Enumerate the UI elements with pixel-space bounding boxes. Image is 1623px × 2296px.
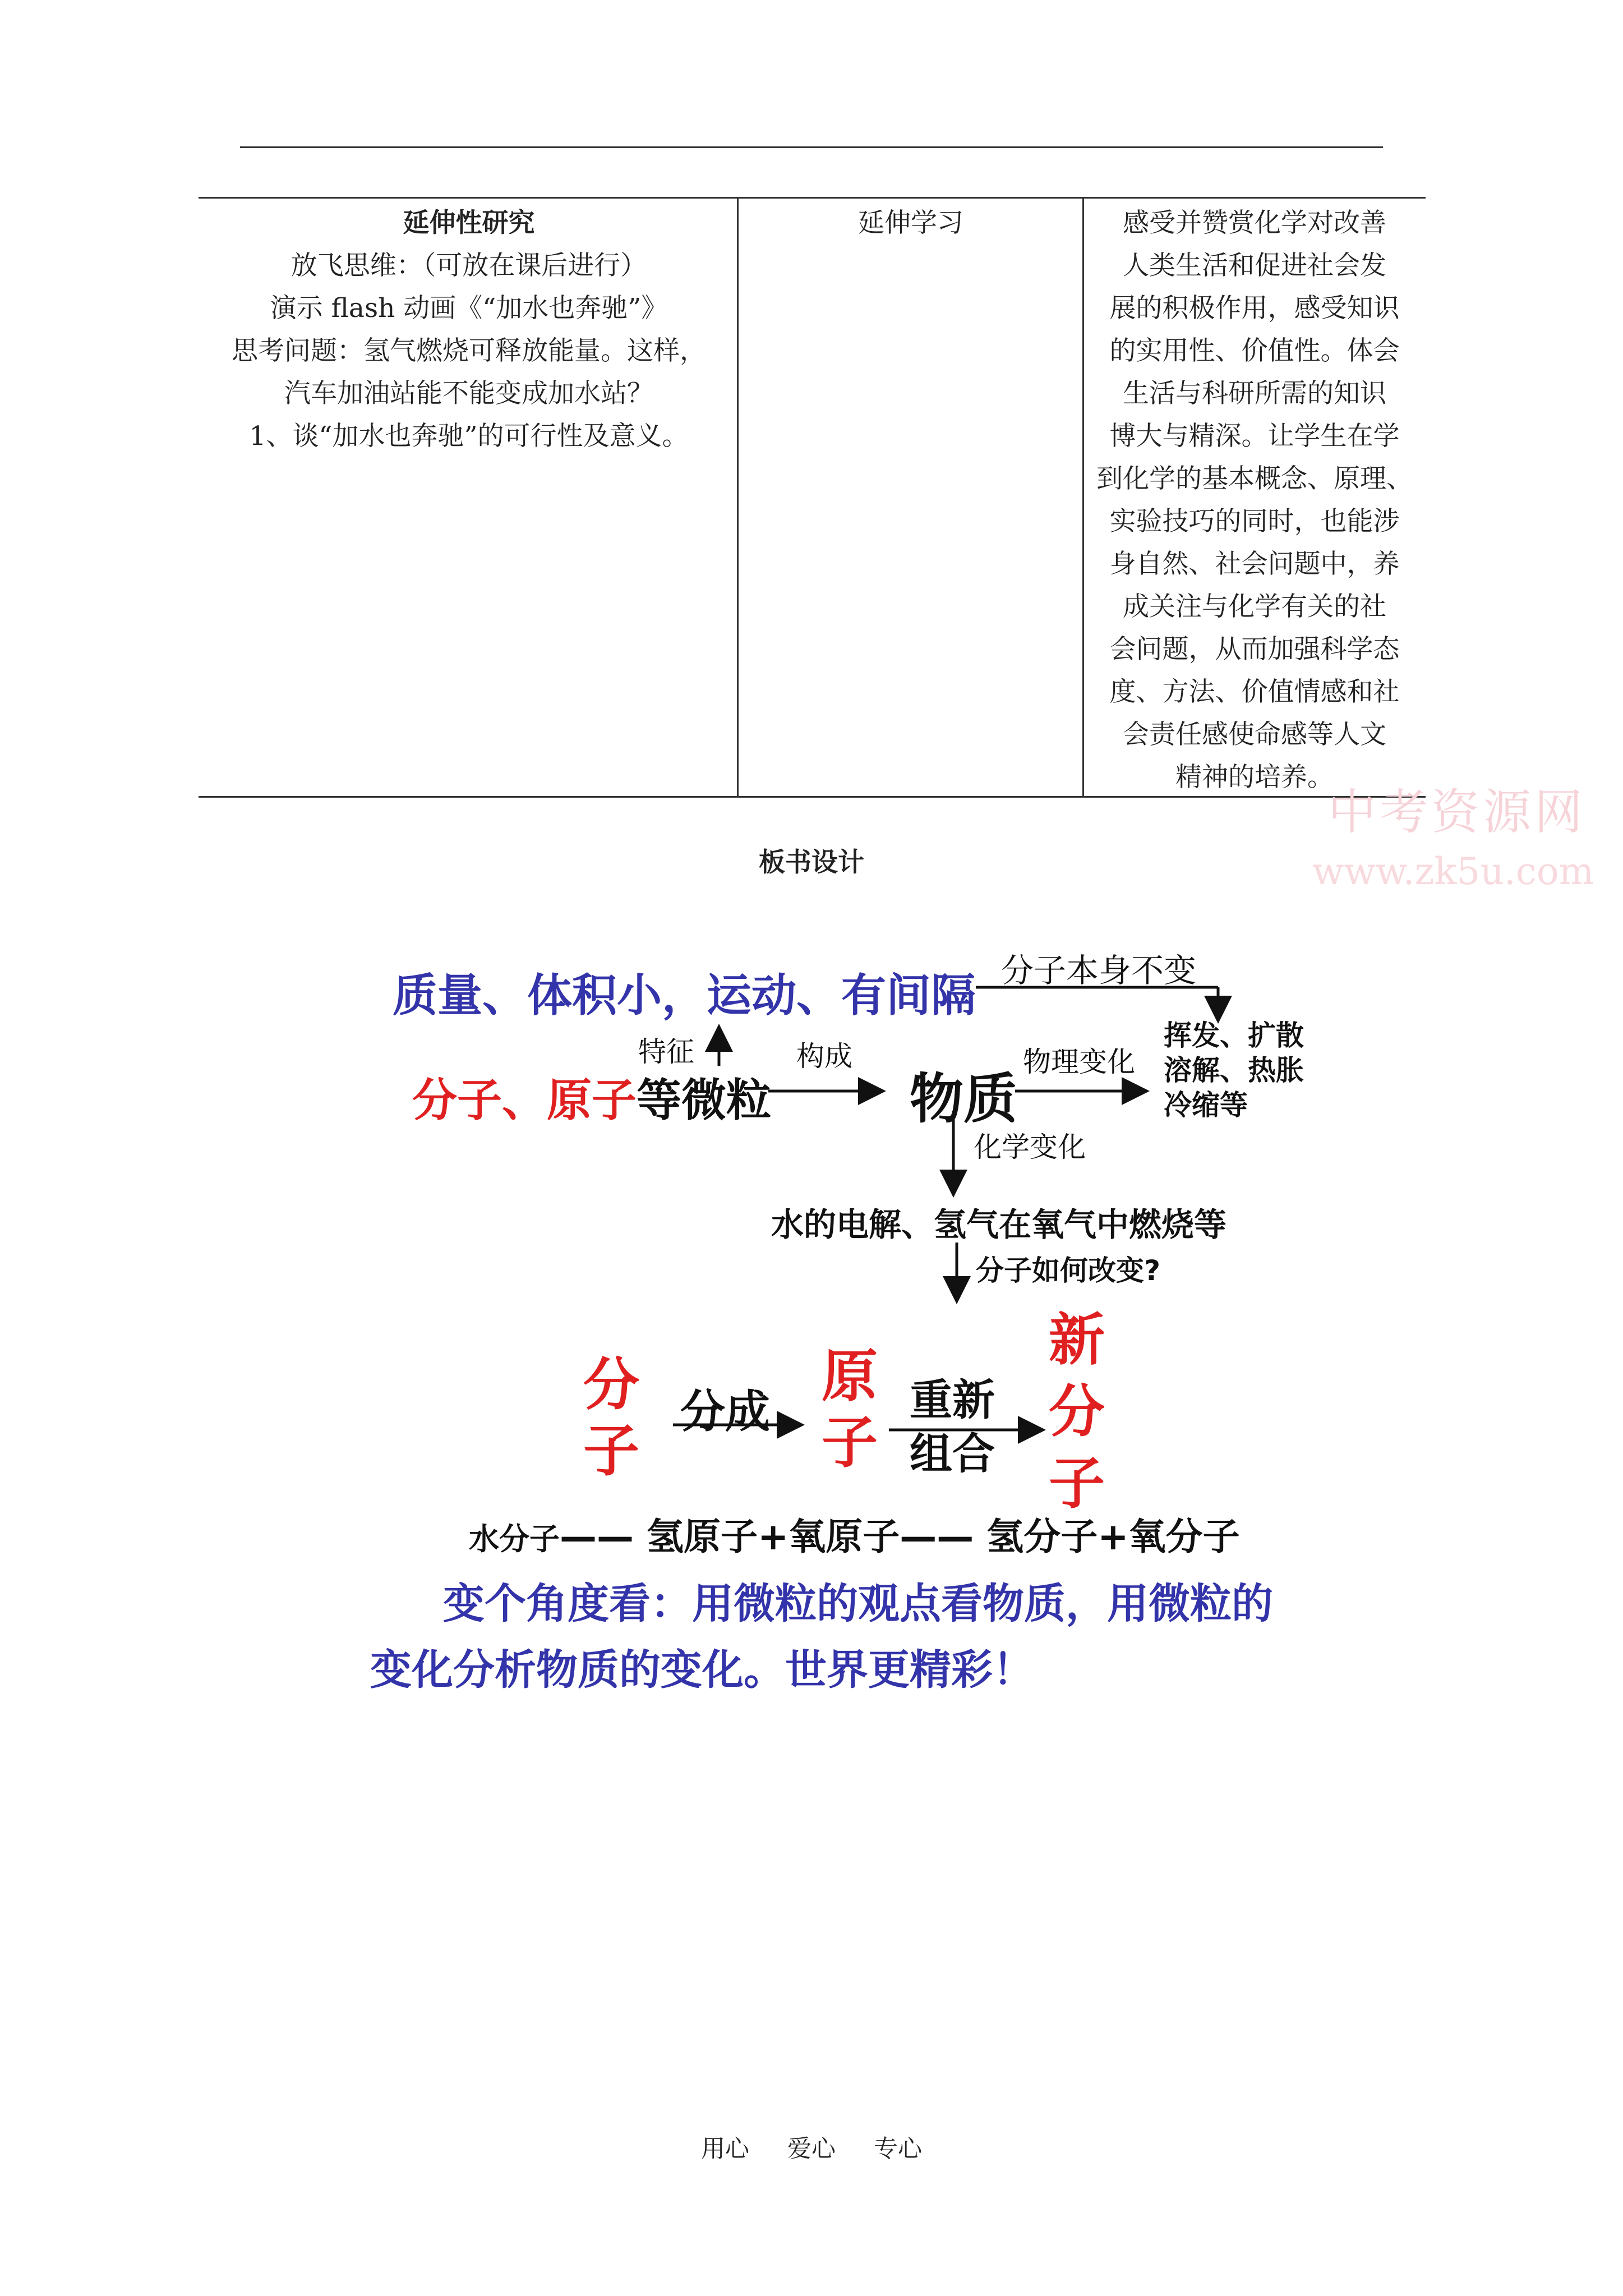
intent-line: 会问题，从而加强科学态	[1109, 634, 1400, 665]
intent-line: 到化学的基本概念、原理、	[1096, 463, 1413, 494]
compose-label: 构成	[796, 1040, 852, 1073]
unchanged-label: 分子本身不变	[1001, 951, 1197, 990]
atom-char: 原	[822, 1343, 878, 1409]
particles-line	[412, 1064, 771, 1129]
activity-line: 思考问题：氢气燃烧可释放能量。这样，	[232, 335, 706, 366]
activity-line: 1、谈“加水也奔驰”的可行性及意义。	[249, 421, 689, 452]
eq-dash: ——	[560, 1515, 634, 1558]
conclusion-line-2: 变化分析物质的变化。世界更精彩！	[370, 1646, 1034, 1694]
chem-examples: 水的电解、氢气在氧气中燃烧等	[771, 1205, 1227, 1244]
footer-item: 专心	[874, 2135, 922, 2163]
molecule-char: 子	[583, 1418, 639, 1484]
intent-line: 人类生活和促进社会发	[1123, 250, 1386, 281]
eq-dash: ——	[900, 1515, 974, 1558]
new-molecule-vertical	[1049, 1304, 1105, 1520]
intent-line: 身自然、社会问题中，养	[1109, 549, 1400, 579]
intent-line: 展的积极作用，感受知识	[1109, 293, 1400, 324]
intent-line: 实验技巧的同时，也能涉	[1109, 506, 1400, 537]
how-change-label: 分子如何改变?	[976, 1254, 1161, 1287]
recombine-line: 重新	[910, 1375, 995, 1425]
watermark-url: www.zk5u.com	[1312, 850, 1594, 893]
new-molecule-char: 新	[1049, 1307, 1105, 1373]
footer	[0, 2130, 1623, 2164]
footer-item: 爱心	[787, 2135, 836, 2163]
feature-label: 特征	[638, 1036, 694, 1068]
eq-atoms: 氢原子+氧原子	[646, 1515, 900, 1558]
intent-line: 会责任感使命感等人文	[1123, 719, 1386, 750]
intent-line: 生活与科研所需的知识	[1123, 378, 1386, 409]
particles-red: 分子、原子	[412, 1074, 637, 1126]
student-activity: 延伸学习	[858, 208, 963, 238]
intent-line: 感受并赞赏化学对改善	[1123, 208, 1386, 238]
chemical-label: 化学变化	[974, 1131, 1086, 1163]
activity-title: 延伸性研究	[403, 208, 535, 238]
substance-text: 物质	[910, 1068, 1017, 1130]
physical-example: 挥发、扩散	[1164, 1019, 1304, 1052]
physical-example: 冷缩等	[1164, 1089, 1248, 1121]
physical-label: 物理变化	[1023, 1046, 1135, 1078]
recombine-line: 组合	[910, 1429, 995, 1479]
footer-item: 用心	[701, 2135, 749, 2163]
molecule-vertical	[583, 1352, 639, 1484]
molecule-char: 分	[583, 1352, 639, 1418]
physical-example: 溶解、热胀	[1164, 1054, 1304, 1087]
intent-line: 博大与精深。让学生在学	[1109, 421, 1400, 452]
atom-vertical	[822, 1343, 878, 1476]
water-equation	[469, 1507, 1240, 1560]
atom-char: 子	[822, 1410, 878, 1475]
intent-line: 度、方法、价值情感和社	[1109, 677, 1400, 707]
intent-line: 成关注与化学有关的社	[1123, 591, 1386, 622]
features-text: 质量、体积小，运动、有间隔	[393, 969, 976, 1022]
split-label: 分成	[680, 1386, 770, 1438]
new-molecule-char: 子	[1049, 1451, 1105, 1516]
eq-water: 水分子	[469, 1521, 560, 1557]
activity-line: 放飞思维：（可放在课后进行）	[291, 250, 647, 281]
watermark-title: 中考资源网	[1328, 784, 1586, 840]
intent-line: 精神的培养。	[1175, 762, 1334, 793]
recombine-label	[910, 1373, 995, 1481]
new-molecule-char: 分	[1049, 1379, 1105, 1444]
particles-black: 等微粒	[637, 1074, 771, 1126]
conclusion-line-1: 变个角度看：用微粒的观点看物质，用微粒的	[443, 1580, 1273, 1628]
activity-line: 演示 flash 动画《“加水也奔驰”》	[270, 293, 668, 324]
section-title: 板书设计	[759, 847, 864, 878]
activity-line: 汽车加油站能不能变成加水站？	[284, 378, 653, 409]
eq-products: 氢分子+氧分子	[986, 1515, 1240, 1558]
intent-line: 的实用性、价值性。体会	[1109, 335, 1400, 366]
physical-examples	[1164, 1018, 1304, 1122]
